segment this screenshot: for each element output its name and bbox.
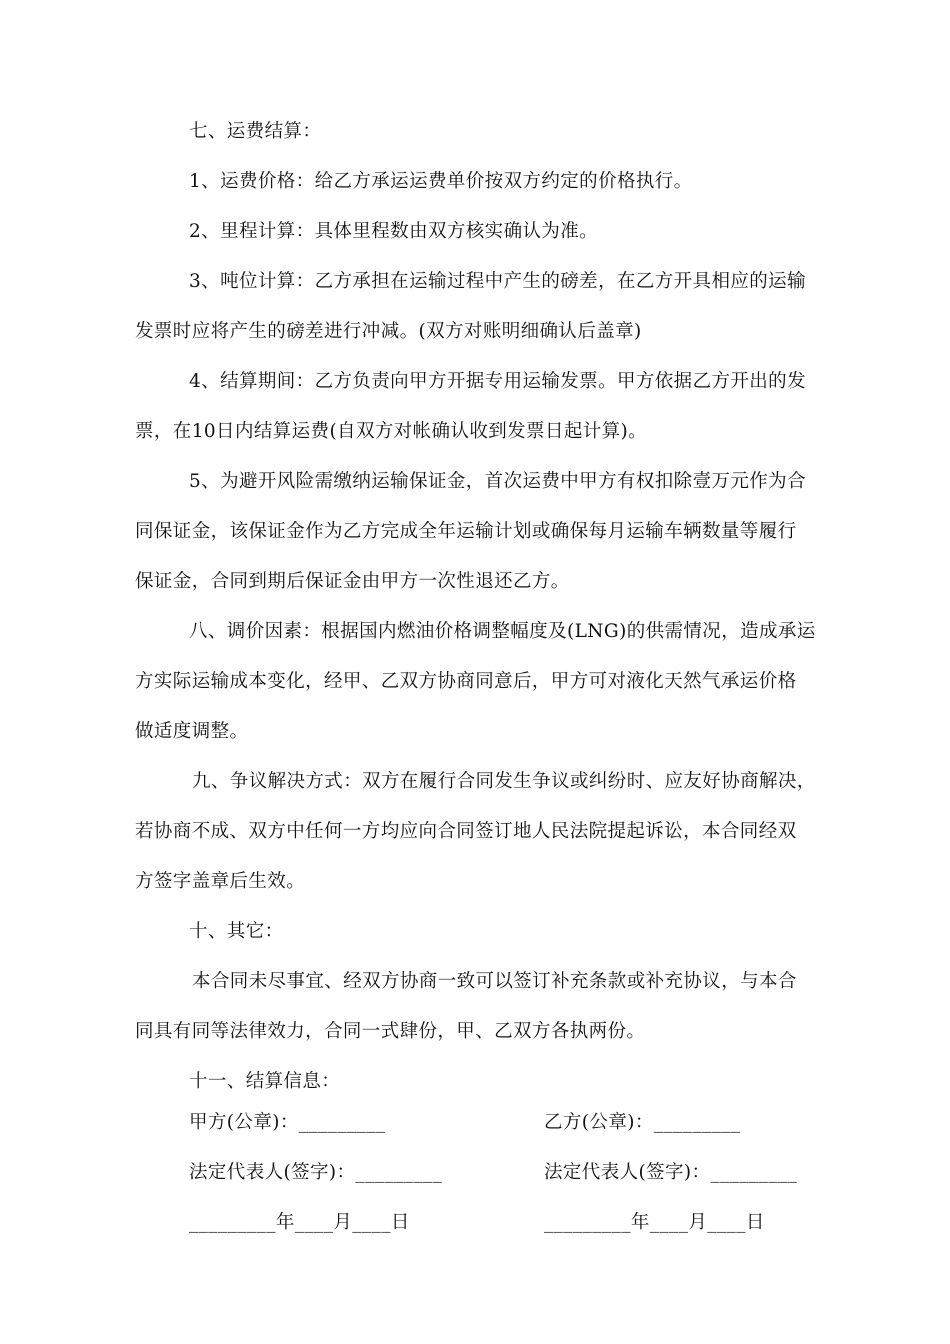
clause-5-line-2: 同保证金，该保证金作为乙方完成全年运输计划或确保每月运输车辆数量等履行	[135, 521, 797, 542]
signature-block	[189, 1098, 829, 1248]
section-9-line-2: 若协商不成、双方中任何一方均应向合同签订地人民法院提起诉讼，本合同经双	[135, 821, 797, 842]
clause-3	[135, 257, 825, 357]
clause-1: 1、运费价格：给乙方承运运费单价按双方约定的价格执行。	[189, 171, 693, 192]
clause-3-line-1: 3、吨位计算：乙方承担在运输过程中产生的磅差，在乙方开具相应的运输	[189, 271, 806, 292]
section-10-title: 十、其它：	[189, 921, 284, 942]
contract-body	[135, 107, 825, 1107]
party-a-representative: 法定代表人(签字)：_________	[189, 1162, 443, 1183]
section-8-line-2: 方实际运输成本变化，经甲、乙双方协商同意后，甲方可对液化天然气承运价格	[135, 671, 797, 692]
party-b-representative: 法定代表人(签字)：_________	[544, 1162, 798, 1183]
party-b-seal: 乙方(公章)：_________	[544, 1112, 741, 1133]
party-a-date: _________年____月____日	[189, 1212, 410, 1233]
party-b-date: _________年____月____日	[544, 1212, 765, 1233]
section-10-line-1: 本合同未尽事宜、经双方协商一致可以签订补充条款或补充协议，与本合	[192, 971, 797, 992]
seal-row	[189, 1098, 829, 1148]
section-9	[135, 757, 825, 907]
section-9-line-1: 九、争议解决方式：双方在履行合同发生争议或纠纷时、应友好协商解决，	[192, 771, 816, 792]
section-10	[135, 957, 825, 1057]
section-8-line-1: 八、调价因素：根据国内燃油价格调整幅度及(LNG)的供需情况，造成承运	[189, 621, 816, 642]
clause-5-line-1: 5、为避开风险需缴纳运输保证金，首次运费中甲方有权扣除壹万元作为合	[189, 471, 806, 492]
section-10-line-2: 同具有同等法律效力，合同一式肆份，甲、乙双方各执两份。	[135, 1021, 646, 1042]
date-row	[189, 1198, 829, 1248]
section-11-title: 十一、结算信息：	[189, 1071, 341, 1092]
clause-4	[135, 357, 825, 457]
clause-5	[135, 457, 825, 607]
section-7-title: 七、运费结算：	[189, 121, 322, 142]
section-8-line-3: 做适度调整。	[135, 721, 249, 742]
representative-row	[189, 1148, 829, 1198]
section-8	[135, 607, 825, 757]
clause-5-line-3: 保证金，合同到期后保证金由甲方一次性退还乙方。	[135, 571, 570, 592]
clause-2: 2、里程计算：具体里程数由双方核实确认为准。	[189, 221, 599, 242]
section-9-line-3: 方签字盖章后生效。	[135, 871, 306, 892]
clause-4-line-1: 4、结算期间：乙方负责向甲方开据专用运输发票。甲方依据乙方开出的发	[189, 371, 806, 392]
party-a-seal: 甲方(公章)：_________	[189, 1112, 386, 1133]
clause-3-line-2: 发票时应将产生的磅差进行冲减。(双方对账明细确认后盖章)	[135, 321, 642, 342]
clause-4-line-2: 票，在10日内结算运费(自双方对帐确认收到发票日起计算)。	[135, 421, 648, 442]
